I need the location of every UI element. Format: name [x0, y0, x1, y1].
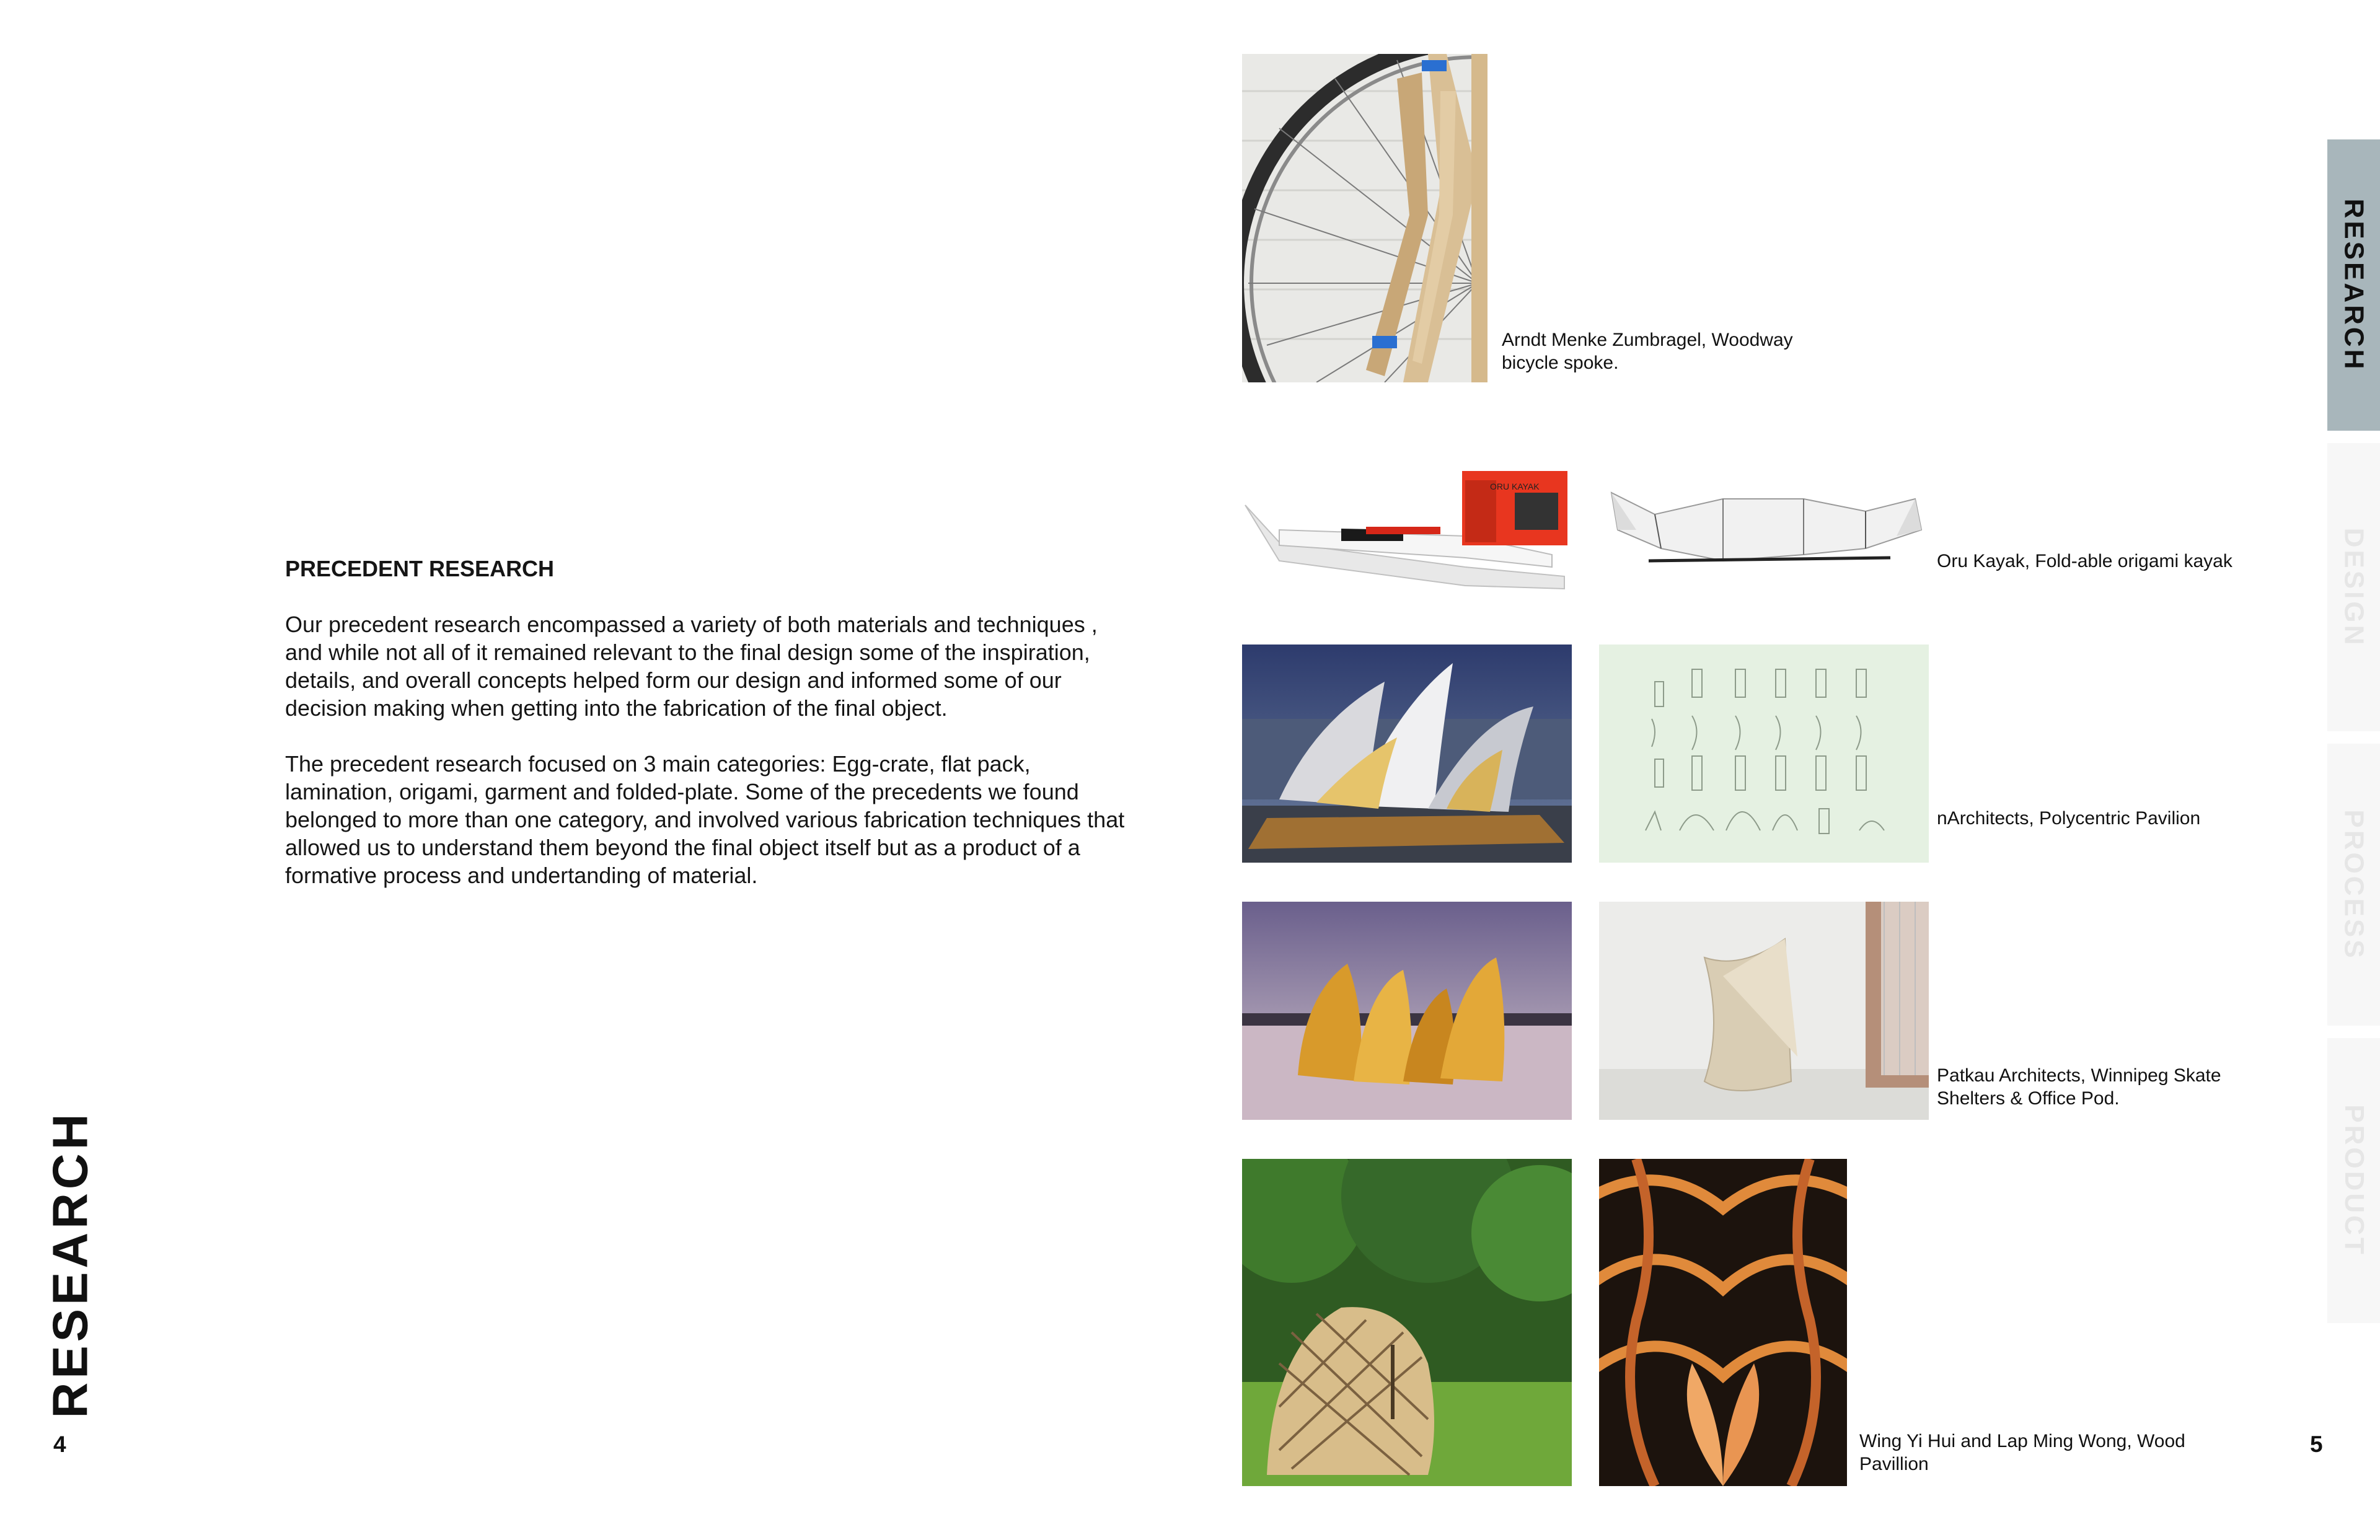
tab-product[interactable]: [2327, 1038, 2380, 1323]
oru-kayak-photo-2: [1599, 468, 1929, 605]
polycentric-pavilion-photo: [1242, 645, 1572, 863]
tab-product-label: PRODUCT: [2338, 1104, 2369, 1257]
side-section-title-text: RESEARCH: [42, 1110, 98, 1419]
precedent-research-text: [285, 555, 1140, 917]
caption-patkau: Patkau Architects, Winnipeg Skate Shelters & Office Pod.: [1937, 1065, 2221, 1109]
tab-process-label: PROCESS: [2338, 809, 2369, 961]
tab-process[interactable]: [2327, 744, 2380, 1026]
wood-pavilion-photo: [1242, 1159, 1572, 1486]
wood-lamination-closeup: [1599, 1159, 1847, 1486]
caption-polycentric: nArchitects, Polycentric Pavilion: [1937, 808, 2201, 829]
office-pod-photo: [1599, 902, 1929, 1120]
bicycle-spoke-photo: [1242, 54, 1488, 382]
caption-kayak: Oru Kayak, Fold-able origami kayak: [1937, 551, 2232, 571]
tab-design[interactable]: [2327, 443, 2380, 731]
tab-design-label: DESIGN: [2338, 527, 2369, 647]
paragraph-2: The precedent research focused on 3 main categories: Egg-crate, flat pack, lamination, origami, garment and folded-plate. Some of the precedents we found belonged to more than one category, and involved various fabrication techniques that allowed us to understand them beyond the final object itself but as a product of a formative process and undertanding of material.: [285, 751, 1125, 888]
skate-shelters-photo: [1242, 902, 1572, 1120]
caption-bicycle: Arndt Menke Zumbragel, Woodway bicycle spoke.: [1502, 330, 1793, 373]
kayak-box-label: ORU KAYAK: [1490, 482, 1540, 491]
oru-kayak-photo-1: [1242, 468, 1572, 605]
caption-wood-pavilion: Wing Yi Hui and Lap Ming Wong, Wood Pavillion: [1859, 1431, 2185, 1474]
paragraph-1: Our precedent research encompassed a variety of both materials and techniques , and while not all of it remained relevant to the final design some of the inspiration, details, and overall concepts helped form our design and informed some of our decision making when getting into the fabrication of the final object.: [285, 612, 1098, 721]
polycentric-pavilion-diagram: [1599, 645, 1929, 863]
page-number-right: 5: [2310, 1432, 2323, 1457]
tab-research[interactable]: [2327, 139, 2380, 431]
section-heading: PRECEDENT RESEARCH: [285, 556, 555, 581]
page-number-left: 4: [53, 1432, 66, 1457]
side-section-title: [42, 1110, 98, 1419]
tab-research-label: RESEARCH: [2338, 198, 2369, 372]
